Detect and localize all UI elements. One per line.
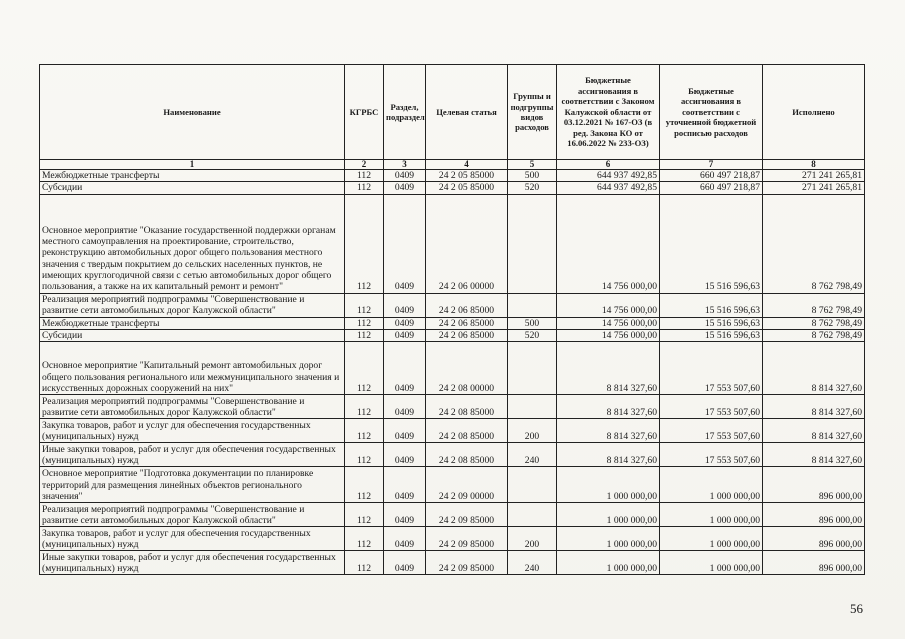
- expense-group-cell: [508, 467, 557, 503]
- executed-cell: 896 000,00: [763, 503, 865, 527]
- column-number: 4: [426, 160, 508, 170]
- expense-group-cell: 520: [508, 329, 557, 341]
- expense-group-cell: 200: [508, 419, 557, 443]
- column-number: 1: [40, 160, 345, 170]
- budget-law-cell: 1 000 000,00: [557, 527, 660, 551]
- budget-refined-cell: 1 000 000,00: [660, 551, 763, 575]
- kgrbs-cell: 112: [345, 551, 384, 575]
- kgrbs-cell: 112: [345, 182, 384, 194]
- table-row: [40, 170, 865, 182]
- expense-group-cell: 500: [508, 170, 557, 182]
- kgrbs-cell: 112: [345, 329, 384, 341]
- budget-refined-cell: 15 516 596,63: [660, 293, 763, 317]
- section-cell: 0409: [384, 170, 426, 182]
- row-name-cell: Субсидии: [40, 329, 345, 341]
- target-article-cell: 24 2 09 85000: [426, 503, 508, 527]
- row-name-cell: Закупка товаров, работ и услуг для обеспечения государственных (муниципальных) нужд: [40, 527, 345, 551]
- column-number: 3: [384, 160, 426, 170]
- kgrbs-cell: 112: [345, 395, 384, 419]
- table-row: [40, 551, 865, 575]
- table-row: [40, 443, 865, 467]
- row-name-cell: Субсидии: [40, 182, 345, 194]
- column-number: 8: [763, 160, 865, 170]
- header-executed: Исполнено: [763, 65, 865, 160]
- expense-group-cell: 240: [508, 443, 557, 467]
- target-article-cell: 24 2 06 00000: [426, 194, 508, 293]
- table-row: [40, 395, 865, 419]
- kgrbs-cell: 112: [345, 419, 384, 443]
- executed-cell: 8 762 798,49: [763, 194, 865, 293]
- budget-law-cell: 644 937 492,85: [557, 182, 660, 194]
- table-row: [40, 194, 865, 293]
- table-row: [40, 419, 865, 443]
- executed-cell: 8 762 798,49: [763, 293, 865, 317]
- row-name-cell: Основное мероприятие "Оказание государственной поддержки органам местного самоуправления на проектирование, строительство, реконструкцию автомобильных дорог общего пользования местного значения с твердым покрытием до сельских населенных пунктов, не имеющих круглогодичной связи с сетью автомобильных дорог общего пользования, а также на их капитальный ремонт и ремонт": [40, 194, 345, 293]
- page-number: 56: [850, 601, 863, 616]
- column-number: 7: [660, 160, 763, 170]
- budget-refined-cell: 17 553 507,60: [660, 443, 763, 467]
- executed-cell: 271 241 265,81: [763, 170, 865, 182]
- section-cell: 0409: [384, 329, 426, 341]
- expense-group-cell: [508, 194, 557, 293]
- executed-cell: 8 814 327,60: [763, 443, 865, 467]
- expense-group-cell: [508, 293, 557, 317]
- target-article-cell: 24 2 08 85000: [426, 419, 508, 443]
- table-row: [40, 182, 865, 194]
- section-cell: 0409: [384, 527, 426, 551]
- target-article-cell: 24 2 06 85000: [426, 293, 508, 317]
- kgrbs-cell: 112: [345, 467, 384, 503]
- budget-law-cell: 8 814 327,60: [557, 395, 660, 419]
- kgrbs-cell: 112: [345, 342, 384, 395]
- executed-cell: 8 814 327,60: [763, 419, 865, 443]
- executed-cell: 8 814 327,60: [763, 342, 865, 395]
- executed-cell: 896 000,00: [763, 467, 865, 503]
- budget-refined-cell: 660 497 218,87: [660, 170, 763, 182]
- target-article-cell: 24 2 05 85000: [426, 170, 508, 182]
- budget-law-cell: 14 756 000,00: [557, 293, 660, 317]
- header-target: Целевая статья: [426, 65, 508, 160]
- kgrbs-cell: 112: [345, 293, 384, 317]
- budget-law-cell: 1 000 000,00: [557, 503, 660, 527]
- table-header-row: [40, 65, 865, 160]
- executed-cell: 896 000,00: [763, 551, 865, 575]
- section-cell: 0409: [384, 182, 426, 194]
- table-row: [40, 329, 865, 341]
- row-name-cell: Межбюджетные трансферты: [40, 317, 345, 329]
- section-cell: 0409: [384, 503, 426, 527]
- executed-cell: 8 814 327,60: [763, 395, 865, 419]
- target-article-cell: 24 2 08 00000: [426, 342, 508, 395]
- header-kgrbs: КГРБС: [345, 65, 384, 160]
- section-cell: 0409: [384, 467, 426, 503]
- kgrbs-cell: 112: [345, 170, 384, 182]
- expense-group-cell: [508, 503, 557, 527]
- executed-cell: 896 000,00: [763, 527, 865, 551]
- budget-law-cell: 8 814 327,60: [557, 342, 660, 395]
- executed-cell: 271 241 265,81: [763, 182, 865, 194]
- section-cell: 0409: [384, 551, 426, 575]
- target-article-cell: 24 2 09 85000: [426, 527, 508, 551]
- budget-table: [39, 64, 865, 575]
- budget-law-cell: 1 000 000,00: [557, 467, 660, 503]
- section-cell: 0409: [384, 342, 426, 395]
- executed-cell: 8 762 798,49: [763, 329, 865, 341]
- budget-refined-cell: 17 553 507,60: [660, 419, 763, 443]
- section-cell: 0409: [384, 395, 426, 419]
- executed-cell: 8 762 798,49: [763, 317, 865, 329]
- target-article-cell: 24 2 05 85000: [426, 182, 508, 194]
- expense-group-cell: 240: [508, 551, 557, 575]
- row-name-cell: Закупка товаров, работ и услуг для обеспечения государственных (муниципальных) нужд: [40, 419, 345, 443]
- expense-group-cell: 520: [508, 182, 557, 194]
- budget-refined-cell: 17 553 507,60: [660, 342, 763, 395]
- row-name-cell: Основное мероприятие "Капитальный ремонт автомобильных дорог общего пользования регионального или межмуниципального значения и искусственных дорожных сооружений на них": [40, 342, 345, 395]
- kgrbs-cell: 112: [345, 527, 384, 551]
- header-group: Группы и подгруппы видов расходов: [508, 65, 557, 160]
- budget-refined-cell: 660 497 218,87: [660, 182, 763, 194]
- target-article-cell: 24 2 08 85000: [426, 443, 508, 467]
- row-name-cell: Реализация мероприятий подпрограммы "Совершенствование и развитие сети автомобильных дорог Калужской области": [40, 395, 345, 419]
- table-row: [40, 503, 865, 527]
- row-name-cell: Иные закупки товаров, работ и услуг для обеспечения государственных (муниципальных) нужд: [40, 443, 345, 467]
- target-article-cell: 24 2 06 85000: [426, 317, 508, 329]
- section-cell: 0409: [384, 419, 426, 443]
- budget-refined-cell: 15 516 596,63: [660, 194, 763, 293]
- header-section: Раздел, подраздел: [384, 65, 426, 160]
- budget-law-cell: 644 937 492,85: [557, 170, 660, 182]
- budget-law-cell: 14 756 000,00: [557, 194, 660, 293]
- budget-law-cell: 1 000 000,00: [557, 551, 660, 575]
- table-row: [40, 467, 865, 503]
- kgrbs-cell: 112: [345, 503, 384, 527]
- kgrbs-cell: 112: [345, 317, 384, 329]
- expense-group-cell: 500: [508, 317, 557, 329]
- section-cell: 0409: [384, 317, 426, 329]
- section-cell: 0409: [384, 293, 426, 317]
- row-name-cell: Иные закупки товаров, работ и услуг для обеспечения государственных (муниципальных) нужд: [40, 551, 345, 575]
- budget-refined-cell: 15 516 596,63: [660, 317, 763, 329]
- row-name-cell: Основное мероприятие "Подготовка документации по планировке территорий для размещения линейных объектов регионального значения": [40, 467, 345, 503]
- table-row: [40, 293, 865, 317]
- target-article-cell: 24 2 06 85000: [426, 329, 508, 341]
- row-name-cell: Реализация мероприятий подпрограммы "Совершенствование и развитие сети автомобильных дорог Калужской области": [40, 503, 345, 527]
- row-name-cell: Реализация мероприятий подпрограммы "Совершенствование и развитие сети автомобильных дорог Калужской области": [40, 293, 345, 317]
- budget-law-cell: 8 814 327,60: [557, 443, 660, 467]
- budget-law-cell: 14 756 000,00: [557, 317, 660, 329]
- kgrbs-cell: 112: [345, 194, 384, 293]
- table-body: [40, 170, 865, 575]
- section-cell: 0409: [384, 443, 426, 467]
- kgrbs-cell: 112: [345, 443, 384, 467]
- section-cell: 0409: [384, 194, 426, 293]
- column-number-row: [40, 160, 865, 170]
- row-name-cell: Межбюджетные трансферты: [40, 170, 345, 182]
- budget-law-cell: 8 814 327,60: [557, 419, 660, 443]
- budget-refined-cell: 1 000 000,00: [660, 503, 763, 527]
- expense-group-cell: [508, 395, 557, 419]
- budget-law-cell: 14 756 000,00: [557, 329, 660, 341]
- budget-refined-cell: 1 000 000,00: [660, 527, 763, 551]
- expense-group-cell: [508, 342, 557, 395]
- column-number: 6: [557, 160, 660, 170]
- budget-refined-cell: 17 553 507,60: [660, 395, 763, 419]
- target-article-cell: 24 2 09 00000: [426, 467, 508, 503]
- table-row: [40, 342, 865, 395]
- header-budget-refined: Бюджетные ассигнования в соответствии с уточненной бюджетной росписью расходов: [660, 65, 763, 160]
- header-name: Наименование: [40, 65, 345, 160]
- table-row: [40, 527, 865, 551]
- table-row: [40, 317, 865, 329]
- target-article-cell: 24 2 08 85000: [426, 395, 508, 419]
- column-number: 2: [345, 160, 384, 170]
- budget-refined-cell: 1 000 000,00: [660, 467, 763, 503]
- budget-refined-cell: 15 516 596,63: [660, 329, 763, 341]
- expense-group-cell: 200: [508, 527, 557, 551]
- target-article-cell: 24 2 09 85000: [426, 551, 508, 575]
- header-budget-law: Бюджетные ассигнования в соответствии с Законом Калужской области от 03.12.2021 № 167-ОЗ (в ред. Закона КО от 16.06.2022 № 233-ОЗ): [557, 65, 660, 160]
- column-number: 5: [508, 160, 557, 170]
